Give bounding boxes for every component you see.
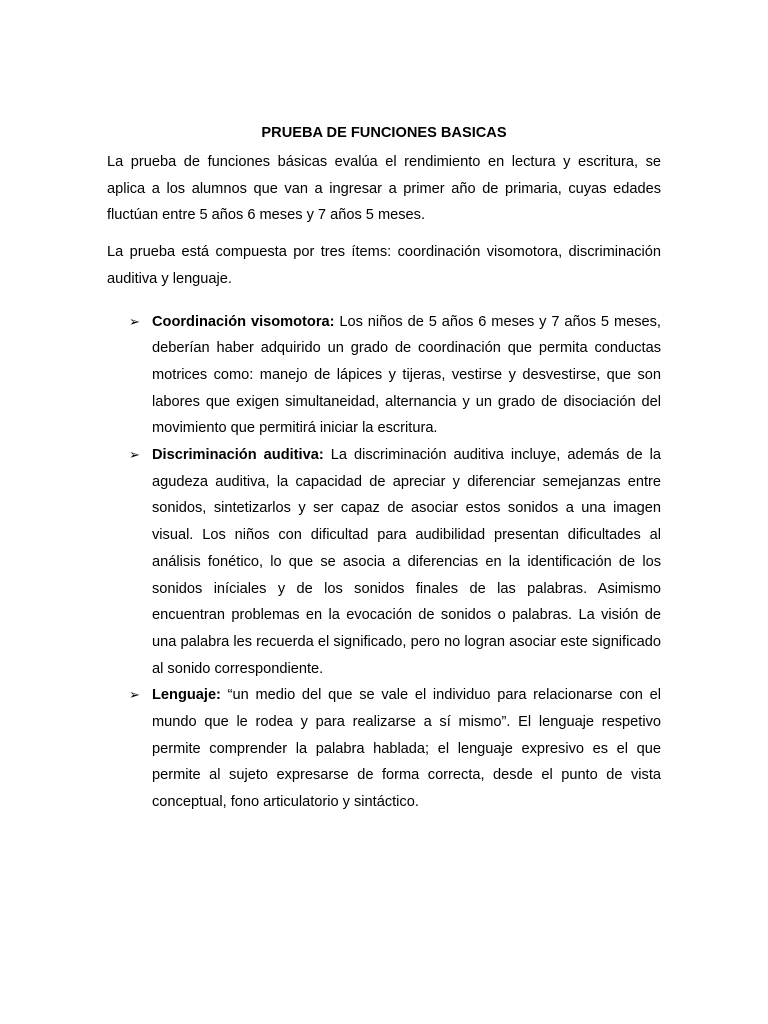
item-text: La discriminación auditiva incluye, además de la agudeza auditiva, la capacidad de apreciar y diferenciar semejanzas entre sonidos, sintetizarlos y ser capaz de asociar estos sonidos a una imagen visual. Los niños con dificultad para audibilidad presentan dificultades al análisis fonético, lo que se asocia a diferencias en la identificación de los sonidos iníciales y de los sonidos finales de las palabras. Asimismo encuentran problemas en la evocación de sonidos o palabras. La visión de una palabra les recuerda el significado, pero no logran asociar este significado al sonido correspondiente. — [152, 447, 661, 677]
document-page — [107, 121, 661, 816]
list-item-coordinacion — [107, 309, 661, 443]
arrow-bullet-icon: ➢ — [129, 447, 140, 463]
intro-paragraph: La prueba de funciones básicas evalúa el rendimiento en lectura y escritura, se aplica a los alumnos que van a ingresar a primer año de primaria, cuyas edades fluctúan entre 5 años 6 meses y 7 años 5 meses. — [107, 154, 661, 224]
item-term: Discriminación auditiva: — [152, 447, 324, 464]
document-title: PRUEBA DE FUNCIONES BASICAS — [261, 125, 507, 141]
arrow-bullet-icon: ➢ — [129, 687, 140, 703]
items-list — [107, 309, 661, 816]
arrow-bullet-icon: ➢ — [129, 313, 140, 329]
item-text: “un medio del que se vale el individuo para relacionarse con el mundo que le rodea y para realizarse a sí mismo”. El lenguaje respetivo permite comprender la palabra hablada; el lenguaje expresivo es el que permite al sujeto expresarse de forma correcta, desde el punto de vista conceptual, fono articulatorio y sintáctico. — [152, 687, 661, 811]
list-item-lenguaje — [107, 682, 661, 816]
items-paragraph: La prueba está compuesta por tres ítems: coordinación visomotora, discriminación auditiva y lenguaje. — [107, 244, 661, 287]
item-term: Lenguaje: — [152, 687, 221, 704]
item-text: Los niños de 5 años 6 meses y 7 años 5 meses, deberían haber adquirido un grado de coordinación que permita conductas motrices como: manejo de lápices y tijeras, vestirse y desvestirse, que son labores que exigen simultaneidad, alternancia y un grado de disociación del movimiento que permitirá iniciar la escritura. — [152, 313, 661, 437]
list-item-discriminacion — [107, 442, 661, 682]
item-term: Coordinación visomotora: — [152, 313, 335, 330]
